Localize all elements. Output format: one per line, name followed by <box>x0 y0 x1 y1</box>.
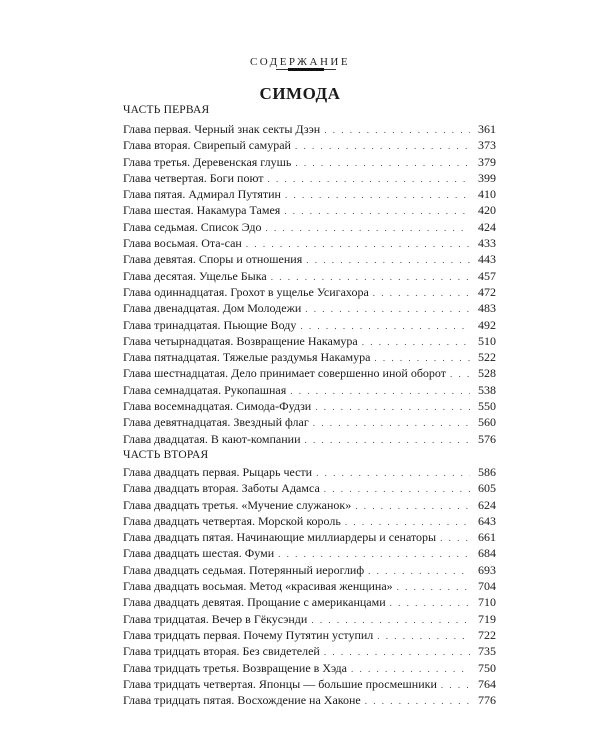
part-heading-1: ЧАСТЬ ПЕРВАЯ <box>123 104 210 116</box>
toc-entry-page: 379 <box>478 154 496 169</box>
dot-leader <box>397 579 470 595</box>
dot-leader <box>440 530 470 546</box>
dot-leader <box>295 138 470 154</box>
toc-entry-page: 528 <box>478 366 496 381</box>
toc-entry-page: 373 <box>478 138 496 153</box>
dot-leader <box>313 415 470 431</box>
dot-leader <box>324 122 470 138</box>
toc-entry-page: 560 <box>478 415 496 430</box>
toc-entry[interactable] <box>123 545 496 561</box>
toc-entry-title: Глава двенадцатая. Дом Молодежи <box>123 301 302 316</box>
toc-entry-page: 693 <box>478 562 496 577</box>
toc-entry-page: 643 <box>478 513 496 528</box>
dot-leader <box>268 171 471 187</box>
toc-entry-page: 420 <box>478 203 496 218</box>
toc-part-1 <box>123 121 496 447</box>
dot-leader <box>362 334 470 350</box>
toc-entry-title: Глава семнадцатая. Рукопашная <box>123 382 287 397</box>
toc-entry-title: Глава тридцать четвертая. Японцы — большие просмешники <box>123 676 437 691</box>
running-header-title: СОДЕРЖАНИЕ <box>249 56 351 68</box>
toc-entry[interactable] <box>123 365 496 381</box>
toc-entry-page: 472 <box>478 284 496 299</box>
toc-entry-page: 722 <box>478 627 496 642</box>
dot-leader <box>351 661 470 677</box>
toc-entry-title: Глава девятнадцатая. Звездный флаг <box>123 415 309 430</box>
toc-entry-title: Глава седьмая. Список Эдо <box>123 219 262 234</box>
toc-entry-title: Глава двадцать четвертая. Морской король <box>123 513 341 528</box>
toc-entry-title: Глава одиннадцатая. Грохот в ущелье Усигахора <box>123 284 369 299</box>
toc-entry-page: 538 <box>478 382 496 397</box>
dot-leader <box>324 481 470 497</box>
toc-entry[interactable] <box>123 660 496 676</box>
dot-leader <box>355 498 470 514</box>
toc-entry-page: 443 <box>478 252 496 267</box>
toc-entry-title: Глава пятая. Адмирал Путятин <box>123 187 281 202</box>
toc-entry[interactable] <box>123 235 496 251</box>
toc-entry[interactable] <box>123 202 496 218</box>
toc-entry[interactable] <box>123 154 496 170</box>
dot-leader <box>278 546 470 562</box>
dot-leader <box>246 236 470 252</box>
toc-entry[interactable] <box>123 611 496 627</box>
dot-leader <box>311 612 470 628</box>
toc-entry[interactable] <box>123 349 496 365</box>
toc-entry-title: Глава двадцать первая. Рыцарь чести <box>123 465 313 479</box>
toc-entry-page: 624 <box>478 497 496 512</box>
toc-entry-page: 586 <box>478 465 496 479</box>
toc-entry-title: Глава шестнадцатая. Дело принимает совершенно иной оборот <box>123 366 447 381</box>
dot-leader <box>390 595 470 611</box>
toc-entry-title: Глава шестая. Накамура Тамея <box>123 203 281 218</box>
toc-entry-page: 750 <box>478 660 496 675</box>
toc-entry[interactable] <box>123 186 496 202</box>
dot-leader <box>368 563 470 579</box>
toc-entry-title: Глава восьмая. Ота-сан <box>123 236 242 251</box>
dot-leader <box>284 203 470 219</box>
toc-entry[interactable] <box>123 464 496 480</box>
toc-entry-page: 735 <box>478 644 496 659</box>
toc-entry-page: 424 <box>478 219 496 234</box>
toc-entry-title: Глава тридцатая. Вечер в Гёкусэнди <box>123 611 308 626</box>
dot-leader <box>266 220 471 236</box>
toc-entry-page: 661 <box>478 530 496 545</box>
toc-entry-title: Глава тридцать третья. Возвращение в Хэда <box>123 660 347 675</box>
toc-entry[interactable] <box>123 692 496 708</box>
toc-entry-title: Глава десятая. Ущелье Быка <box>123 268 267 283</box>
dot-leader <box>300 318 470 334</box>
toc-entry-page: 399 <box>478 170 496 185</box>
toc-entry-title: Глава первая. Черный знак секты Дзэн <box>123 122 321 136</box>
toc-entry[interactable] <box>123 431 496 447</box>
dot-leader <box>295 155 470 171</box>
toc-entry-title: Глава четвертая. Боги поют <box>123 170 264 185</box>
toc-entry-title: Глава тринадцатая. Пьющие Воду <box>123 317 297 332</box>
toc-part-2 <box>123 464 496 708</box>
toc-entry[interactable] <box>123 219 496 235</box>
dot-leader <box>306 252 470 268</box>
dot-leader <box>365 693 470 709</box>
dot-leader <box>316 465 470 481</box>
toc-entry-title: Глава двадцать восьмая. Метод «красивая женщина» <box>123 579 393 594</box>
toc-entry-page: 483 <box>478 301 496 316</box>
toc-entry-page: 605 <box>478 481 496 496</box>
toc-entry[interactable] <box>123 627 496 643</box>
dot-leader <box>305 301 470 317</box>
toc-entry-title: Глава тридцать вторая. Без свидетелей <box>123 644 320 659</box>
toc-entry-title: Глава двадцать третья. «Мучение служанок» <box>123 497 352 512</box>
toc-entry-title: Глава двадцать девятая. Прощание с американцами <box>123 595 386 610</box>
toc-entry-page: 776 <box>478 693 496 708</box>
toc-entry[interactable] <box>123 676 496 692</box>
part-heading-2: ЧАСТЬ ВТОРАЯ <box>123 449 209 461</box>
toc-entry[interactable] <box>123 333 496 349</box>
toc-entry-page: 684 <box>478 546 496 561</box>
toc-entry-page: 433 <box>478 236 496 251</box>
toc-entry[interactable] <box>123 382 496 398</box>
toc-entry-title: Глава девятая. Споры и отношения <box>123 252 303 267</box>
toc-entry-title: Глава двадцатая. В кают-компании <box>123 431 301 446</box>
toc-entry-page: 704 <box>478 579 496 594</box>
toc-entry-page: 410 <box>478 187 496 202</box>
toc-entry[interactable] <box>123 284 496 300</box>
toc-entry[interactable] <box>123 300 496 316</box>
dot-leader <box>377 628 470 644</box>
dot-leader <box>324 644 470 660</box>
toc-entry[interactable] <box>123 121 496 137</box>
toc-entry-title: Глава восемнадцатая. Симода-Фудзи <box>123 399 312 414</box>
toc-entry[interactable] <box>123 398 496 414</box>
toc-entry[interactable] <box>123 497 496 513</box>
toc-entry-title: Глава третья. Деревенская глушь <box>123 154 292 169</box>
dot-leader <box>305 432 470 448</box>
toc-entry[interactable] <box>123 268 496 284</box>
toc-entry-page: 576 <box>478 431 496 446</box>
toc-entry-page: 764 <box>478 676 496 691</box>
dot-leader <box>271 269 470 285</box>
dot-leader <box>373 285 470 301</box>
toc-entry-page: 710 <box>478 595 496 610</box>
toc-entry-title: Глава двадцать шестая. Фуми <box>123 546 275 561</box>
header-rule-accent <box>288 68 324 71</box>
toc-entry[interactable] <box>123 562 496 578</box>
dot-leader <box>441 677 470 693</box>
toc-entry-title: Глава двадцать пятая. Начинающие миллиардеры и сенаторы <box>123 530 437 545</box>
toc-entry-title: Глава тридцать первая. Почему Путятин уступил <box>123 627 374 642</box>
dot-leader <box>345 514 470 530</box>
toc-entry-title: Глава вторая. Свирепый самурай <box>123 138 291 153</box>
toc-entry[interactable] <box>123 594 496 610</box>
toc-entry[interactable] <box>123 137 496 153</box>
dot-leader <box>450 366 470 382</box>
toc-entry-title: Глава двадцать седьмая. Потерянный иероглиф <box>123 562 365 577</box>
toc-entry[interactable] <box>123 251 496 267</box>
toc-entry[interactable] <box>123 317 496 333</box>
dot-leader <box>285 187 470 203</box>
book-title: СИМОДА <box>259 84 341 103</box>
toc-entry[interactable] <box>123 513 496 529</box>
toc-entry-page: 522 <box>478 350 496 365</box>
toc-entry-title: Глава пятнадцатая. Тяжелые раздумья Накамура <box>123 350 371 365</box>
toc-entry[interactable] <box>123 414 496 430</box>
toc-entry-title: Глава тридцать пятая. Восхождение на Хаконе <box>123 693 361 708</box>
toc-entry-page: 550 <box>478 399 496 414</box>
toc-entry-title: Глава двадцать вторая. Заботы Адамса <box>123 481 320 496</box>
toc-entry-page: 457 <box>478 268 496 283</box>
toc-entry-page: 719 <box>478 611 496 626</box>
dot-leader <box>374 350 470 366</box>
toc-entry[interactable] <box>123 529 496 545</box>
dot-leader <box>290 383 470 399</box>
toc-entry-page: 510 <box>478 333 496 348</box>
toc-entry-title: Глава четырнадцатая. Возвращение Накамура <box>123 333 358 348</box>
toc-entry[interactable] <box>123 578 496 594</box>
toc-entry-page: 361 <box>478 122 496 136</box>
dot-leader <box>315 399 470 415</box>
toc-entry[interactable] <box>123 643 496 659</box>
toc-entry[interactable] <box>123 480 496 496</box>
toc-entry[interactable] <box>123 170 496 186</box>
toc-entry-page: 492 <box>478 317 496 332</box>
